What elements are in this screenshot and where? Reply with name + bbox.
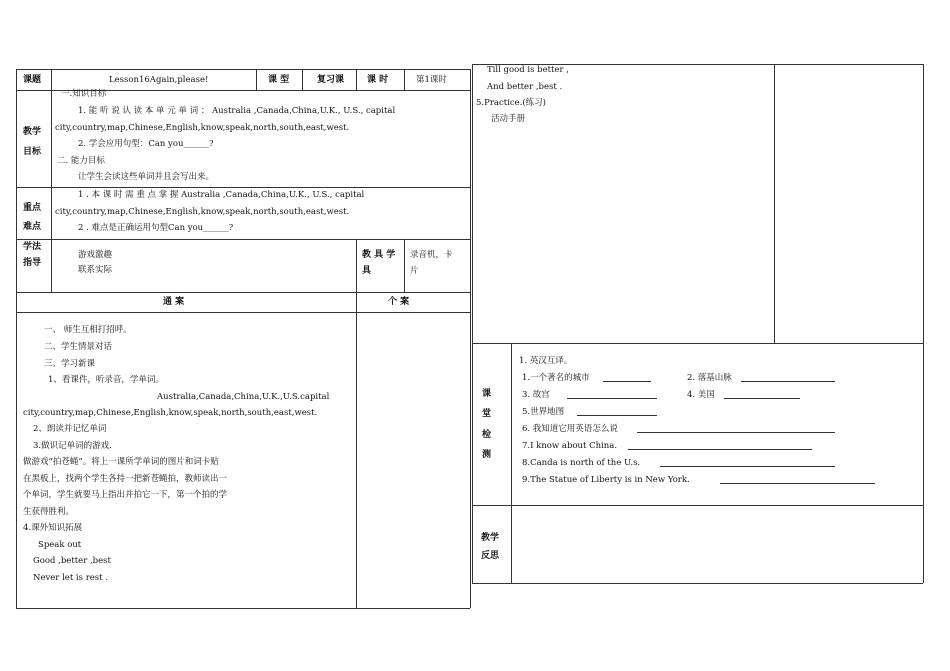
keypoints-line: 1 . 本 课 时 需 重 点 掌 握 Australia ,Canada,China,U.K., U.S., capital [78,190,365,200]
tools-line: 录音机，卡 [410,250,453,260]
rule [356,69,357,90]
answer-blank [567,389,657,399]
check-label: 课 [482,389,492,399]
check-item: 1.一个著名的城市 [522,373,590,383]
plan-line: 3.做识记单词的游戏. [33,441,112,451]
answer-blank [628,440,812,450]
plan-line: city,country,map,Chinese,English,know,speak,north,south,east,west. [23,408,318,418]
plan-common-header: 通 案 [163,297,185,307]
rule [472,505,923,506]
topic-value: Lesson16Again,please! [109,75,209,85]
answer-blank [637,423,835,433]
rule [472,64,473,583]
check-item: 5.世界地图 [522,407,565,417]
rule [16,239,470,240]
rule [404,239,405,292]
rule [16,608,470,609]
goals-label: 目标 [23,147,42,157]
goals-label: 教学 [23,127,42,137]
rule [511,343,512,583]
goals-line: 让学生会读这些单词并且会写出来。 [78,172,215,182]
answer-blank [577,406,657,416]
rule [472,583,923,584]
period-label: 课 时 [367,75,389,85]
check-item: 4. 美国 [687,390,715,400]
continuation-line: 活动手册 [491,114,526,124]
rule [16,69,17,608]
rule [923,64,924,583]
check-item: 6. 我知道它用英语怎么说 [522,424,618,434]
continuation-line: 5.Practice.(练习) [476,98,546,108]
plan-line: Speak out [38,540,82,550]
check-item: 3. 故宫 [522,390,550,400]
type-value: 复习课 [317,75,345,85]
rule [16,312,470,313]
plan-line: 一、 师生互相打招呼。 [44,325,132,335]
rule [16,69,470,70]
plan-line: Good ,better ,best [33,556,111,566]
answer-blank [720,474,875,484]
rule [404,69,405,90]
check-label: 检 [482,430,492,440]
method-line: 游戏激趣 [78,250,113,260]
method-line: 联系实际 [78,265,113,275]
type-label: 课 型 [268,75,290,85]
plan-line: 三、学习新课 [44,359,96,369]
goals-line: 2. 学会应用句型：Can you______? [78,139,214,149]
continuation-line: And better ,best . [487,82,563,92]
check-item: 2. 落基山脉 [687,373,732,383]
plan-line: 1、看课件，听录音，学单词。 [48,375,164,385]
rule [356,239,357,608]
rule [16,292,470,293]
answer-blank [741,372,835,382]
check-item: 8.Canda is north of the U.s. [522,458,641,468]
keypoints-line: city,country,map,Chinese,English,know,speak,north,south,east,west. [55,207,350,217]
rule [256,69,257,90]
answer-blank [603,372,651,382]
plan-line: 在黑板上，找两个学生各持一把新苍蝇拍，教师读出一 [23,474,228,484]
reflection-label: 反思 [481,551,500,561]
plan-individual-header: 个 案 [388,297,410,307]
goals-line: 1. 能 听 说 认 读 本 单 元 单 词 ： Australia ,Canada,China,U.K., U.S., capital [78,106,396,116]
tools-line: 片 [410,266,419,276]
plan-line: 2、朗读并记忆单词 [33,424,107,434]
rule [51,69,52,292]
rule [302,69,303,90]
rule [774,64,775,343]
plan-line: Australia,Canada,China,U.K.,U.S.capital [157,392,330,402]
period-value: 第1课时 [416,75,447,85]
method-label: 指导 [23,258,42,268]
rule [16,187,470,188]
keypoints-line: 2 . 难点是正确运用句型Can you______? [78,223,234,233]
check-item: 9.The Statue of Liberty is in New York. [522,475,690,485]
tools-label: 教 具 学 [362,250,396,260]
plan-line: 4.课外知识拓展 [23,523,83,533]
plan-line: 个单词，学生就要马上指出并拍它一下，第一个拍的学 [23,490,228,500]
goals-line: city,country,map,Chinese,English,know,speak,north,south,east,west. [55,123,350,133]
plan-line: 二、学生情景对话 [44,342,113,352]
rule [470,69,471,608]
answer-blank [660,457,835,467]
topic-label: 课题 [23,75,42,85]
plan-line: 生获得胜利。 [23,507,75,517]
check-label: 堂 [482,409,492,419]
check-label: 测 [482,450,492,460]
keypoints-label: 难点 [23,222,42,232]
continuation-line: Till good is better , [487,65,569,75]
keypoints-label: 重点 [23,203,42,213]
plan-line: 做游戏“拍苍蝇”。将上一课所学单词的图片和词卡贴 [23,457,219,467]
check-title: 1. 英汉互译。 [519,356,573,366]
goals-line: 一.知识目标 [61,89,107,99]
check-item: 7.I know about China. [522,441,618,451]
rule [472,343,923,344]
method-label: 学法 [23,242,42,252]
answer-blank [724,389,800,399]
plan-line: Never let is rest . [33,573,108,583]
reflection-label: 教学 [481,533,500,543]
goals-line: 二. 能力目标 [57,156,105,166]
tools-label: 具 [362,266,372,276]
